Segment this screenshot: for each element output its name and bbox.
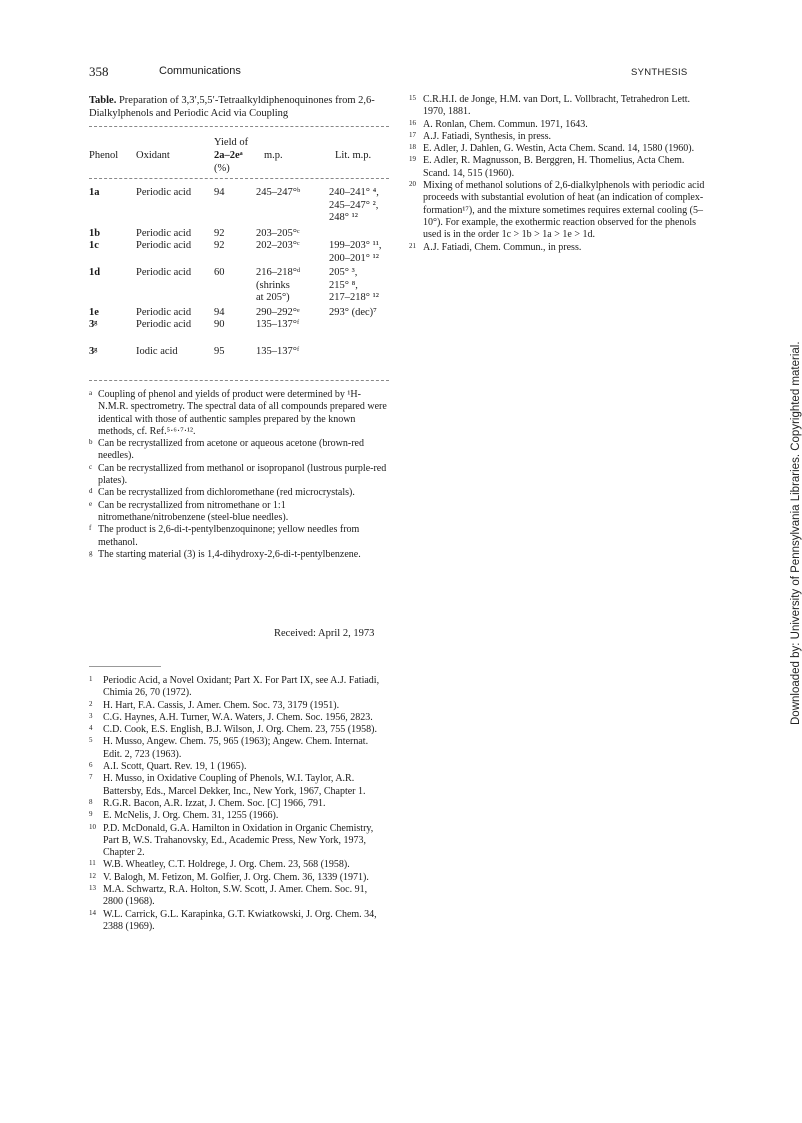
reference-item	[89, 859, 389, 871]
cell-oxidant: Iodic acid	[136, 346, 178, 357]
footnote-mark: a	[89, 389, 93, 397]
reference-number: 8	[89, 797, 93, 806]
header-yield-line3: (%)	[214, 163, 230, 174]
references-left-column	[89, 675, 389, 933]
cell-mp: 135–137°ᶠ	[256, 346, 300, 357]
reference-text: R.G.R. Bacon, A.R. Izzat, J. Chem. Soc. [C] 1966, 791.	[103, 797, 326, 809]
download-watermark: Downloaded by: University of Pennsylvania Libraries. Copyrighted material.	[790, 341, 802, 725]
footnote-text: Can be recrystallized from acetone or aqueous acetone (brown-red needles).	[98, 438, 364, 462]
reference-text: V. Balogh, M. Fetizon, M. Golfier, J. Org. Chem. 36, 1339 (1971).	[103, 871, 369, 883]
cell-yield: 90	[214, 319, 225, 330]
reference-item	[89, 773, 389, 798]
header-oxidant: Oxidant	[136, 150, 170, 161]
footnote-mark: f	[89, 524, 92, 533]
reference-text: A.J. Fatiadi, Synthesis, in press.	[423, 130, 552, 142]
reference-text: Mixing of methanol solutions of 2,6-dialkylphenols with periodic acid proceeds with substantial evolution of heat (an indication of complex-formation¹⁷), and the mixture sometimes requires external cooling (5–10°). For example, the exothermic reaction observed for the phenols used is in the order 1c > 1b > 1a > 1e > 1d.	[423, 180, 705, 241]
cell-lit-mp: 199–203° ¹¹, 200–201° ¹²	[329, 240, 382, 264]
cell-mp: 290–292°ᵉ	[256, 307, 300, 318]
reference-item	[89, 712, 389, 724]
footnote	[89, 524, 389, 549]
cell-phenol: 1b	[89, 228, 101, 239]
references-rule	[89, 666, 161, 667]
footnote-mark: c	[89, 462, 93, 471]
reference-number: 14	[89, 908, 96, 917]
table-top-rule	[89, 126, 389, 127]
journal-name: SYNTHESIS	[631, 67, 688, 78]
footnote-mark: b	[89, 438, 93, 447]
cell-mp: 202–203°ᶜ	[256, 240, 300, 251]
cell-lit-mp: 240–241° ⁴, 245–247° ², 248° ¹²	[329, 187, 379, 223]
reference-number: 15	[409, 94, 416, 102]
reference-item	[89, 700, 389, 712]
cell-lit-mp: 293° (dec)⁷	[329, 307, 377, 318]
footnote-text: The product is 2,6-di-t-pentylbenzoquinone; yellow needles from methanol.	[98, 524, 360, 548]
footnote	[89, 389, 389, 438]
footnote	[89, 438, 389, 463]
reference-number: 16	[409, 118, 416, 127]
cell-oxidant: Periodic acid	[136, 267, 192, 278]
reference-item	[89, 810, 389, 822]
cell-oxidant: Periodic acid	[136, 187, 192, 198]
reference-text: C.G. Haynes, A.H. Turner, W.A. Waters, J. Chem. Soc. 1956, 2823.	[103, 711, 373, 723]
reference-text: H. Musso, Angew. Chem. 75, 965 (1963); Angew. Chem. Internat. Edit. 2, 723 (1963).	[103, 736, 369, 760]
section-title: Communications	[159, 65, 241, 77]
reference-item	[409, 143, 709, 155]
cell-mp: 216–218°ᵈ (shrinks at 205°)	[256, 267, 301, 303]
reference-text: H. Hart, F.A. Cassis, J. Amer. Chem. Soc. 73, 3179 (1951).	[103, 699, 340, 711]
reference-item	[89, 872, 389, 884]
cell-mp: 245–247°ᵇ	[256, 187, 301, 198]
table-label: Table.	[89, 95, 117, 106]
cell-lit-mp: 205° ³, 215° ⁸, 217–218° ¹²	[329, 267, 379, 303]
footnote-text: Coupling of phenol and yields of product were determined by ¹H-N.M.R. spectrometry. The spectral data of all compounds prepared were identical with those of authentic samples prepared by the known methods, cf. Ref.⁵·⁶·⁷·¹².	[98, 389, 387, 437]
reference-number: 7	[89, 773, 93, 782]
footnote-mark: e	[89, 499, 93, 508]
footnote-text: The starting material (3) is 1,4-dihydroxy-2,6-di-t-pentylbenzene.	[98, 548, 361, 560]
footnote-text: Can be recrystallized from dichloromethane (red microcrystals).	[98, 487, 355, 499]
reference-text: Periodic Acid, a Novel Oxidant; Part X. For Part IX, see A.J. Fatiadi, Chimia 26, 70 (1972).	[103, 675, 380, 699]
footnote	[89, 487, 389, 499]
reference-text: C.D. Cook, E.S. English, B.J. Wilson, J. Org. Chem. 23, 755 (1958).	[103, 724, 377, 736]
reference-number: 1	[89, 675, 93, 683]
reference-number: 3	[89, 711, 93, 720]
header-lit-mp: Lit. m.p.	[335, 150, 372, 161]
reference-text: E. Adler, J. Dahlen, G. Westin, Acta Chem. Scand. 14, 1580 (1960).	[423, 143, 695, 155]
reference-text: W.L. Carrick, G.L. Karapinka, G.T. Kwiatkowski, J. Org. Chem. 34, 2388 (1969).	[103, 908, 377, 932]
table-footnotes	[89, 389, 389, 561]
reference-item	[89, 761, 389, 773]
cell-oxidant: Periodic acid	[136, 307, 192, 318]
reference-number: 11	[89, 859, 96, 868]
cell-phenol: 1d	[89, 267, 101, 278]
cell-oxidant: Periodic acid	[136, 228, 192, 239]
reference-number: 13	[89, 884, 96, 893]
header-mp: m.p.	[264, 150, 283, 161]
header-yield-line1: Yield of	[214, 137, 249, 148]
reference-text: A.I. Scott, Quart. Rev. 19, 1 (1965).	[103, 761, 247, 773]
cell-yield: 94	[214, 307, 225, 318]
cell-phenol: 3ᵍ	[89, 319, 98, 330]
reference-item	[409, 119, 709, 131]
reference-number: 6	[89, 761, 93, 770]
reference-item	[409, 94, 709, 119]
cell-yield: 94	[214, 187, 225, 198]
reference-text: C.R.H.I. de Jonge, H.M. van Dort, L. Vollbracht, Tetrahedron Lett. 1970, 1881.	[423, 94, 691, 118]
reference-number: 19	[409, 155, 416, 164]
reference-item	[89, 724, 389, 736]
reference-text: P.D. McDonald, G.A. Hamilton in Oxidation in Organic Chemistry, Part B, W.S. Trahanovsky, Ed., Academic Press, New York, 1973, Chapter 2.	[103, 822, 374, 859]
footnote	[89, 549, 389, 561]
footnote	[89, 463, 389, 488]
references-right-column	[409, 94, 709, 254]
reference-text: A. Ronlan, Chem. Commun. 1971, 1643.	[423, 118, 588, 130]
page-number: 358	[89, 64, 109, 79]
reference-number: 12	[89, 871, 96, 880]
reference-item	[89, 675, 389, 700]
reference-item	[89, 909, 389, 934]
reference-number: 21	[409, 241, 416, 250]
reference-item	[409, 131, 709, 143]
reference-number: 2	[89, 699, 93, 708]
table-bottom-rule	[89, 380, 389, 381]
reference-number: 18	[409, 143, 416, 152]
footnote-mark: g	[89, 548, 93, 557]
reference-number: 5	[89, 736, 93, 745]
reference-number: 17	[409, 130, 416, 139]
cell-phenol: 3ᵍ	[89, 346, 98, 357]
reference-text: A.J. Fatiadi, Chem. Commun., in press.	[423, 241, 582, 253]
header-phenol: Phenol	[89, 150, 119, 161]
reference-item	[89, 798, 389, 810]
footnote-text: Can be recrystallized from methanol or isopropanol (lustrous purple-red plates).	[98, 462, 387, 487]
table-caption	[89, 94, 389, 120]
received-date: Received: April 2, 1973	[274, 628, 375, 639]
reference-item	[89, 736, 389, 761]
table-header-rule	[89, 178, 389, 179]
reference-number: 9	[89, 810, 93, 819]
cell-oxidant: Periodic acid	[136, 240, 192, 251]
reference-item	[89, 884, 389, 909]
footnote-text: Can be recrystallized from nitromethane or 1:1 nitromethane/nitrobenzene (steel-blue needles).	[98, 499, 289, 523]
reference-text: E. McNelis, J. Org. Chem. 31, 1255 (1966).	[103, 810, 279, 822]
cell-yield: 95	[214, 346, 225, 357]
reference-number: 20	[409, 180, 416, 189]
cell-oxidant: Periodic acid	[136, 319, 192, 330]
cell-phenol: 1c	[89, 240, 99, 251]
cell-phenol: 1a	[89, 187, 100, 198]
header-yield-line2: 2a–2eᵃ	[214, 150, 243, 161]
reference-item	[409, 155, 709, 180]
reference-item	[409, 180, 709, 241]
cell-yield: 60	[214, 267, 225, 278]
reference-item	[409, 242, 709, 254]
reference-text: M.A. Schwartz, R.A. Holton, S.W. Scott, J. Amer. Chem. Soc. 91, 2800 (1968).	[103, 884, 368, 908]
reference-number: 10	[89, 822, 96, 831]
reference-item	[89, 823, 389, 860]
table-caption-text: Preparation of 3,3′,5,5′-Tetraalkyldiphenoquinones from 2,6-Dialkylphenols and Periodic Acid via Coupling	[89, 95, 375, 119]
cell-yield: 92	[214, 228, 225, 239]
cell-yield: 92	[214, 240, 225, 251]
reference-text: E. Adler, R. Magnusson, B. Berggren, H. Thomelius, Acta Chem. Scand. 14, 515 (1960).	[423, 155, 685, 179]
reference-text: W.B. Wheatley, C.T. Holdrege, J. Org. Chem. 23, 568 (1958).	[103, 859, 350, 871]
reference-number: 4	[89, 724, 93, 733]
footnote-mark: d	[89, 487, 93, 496]
cell-mp: 135–137°ᶠ	[256, 319, 300, 330]
footnote	[89, 500, 389, 525]
cell-phenol: 1e	[89, 307, 99, 318]
reference-text: H. Musso, in Oxidative Coupling of Phenols, W.I. Taylor, A.R. Battersby, Eds., Marcel Dekker, Inc., New York, 1967, Chapter 1.	[103, 773, 366, 797]
cell-mp: 203–205°ᶜ	[256, 228, 300, 239]
